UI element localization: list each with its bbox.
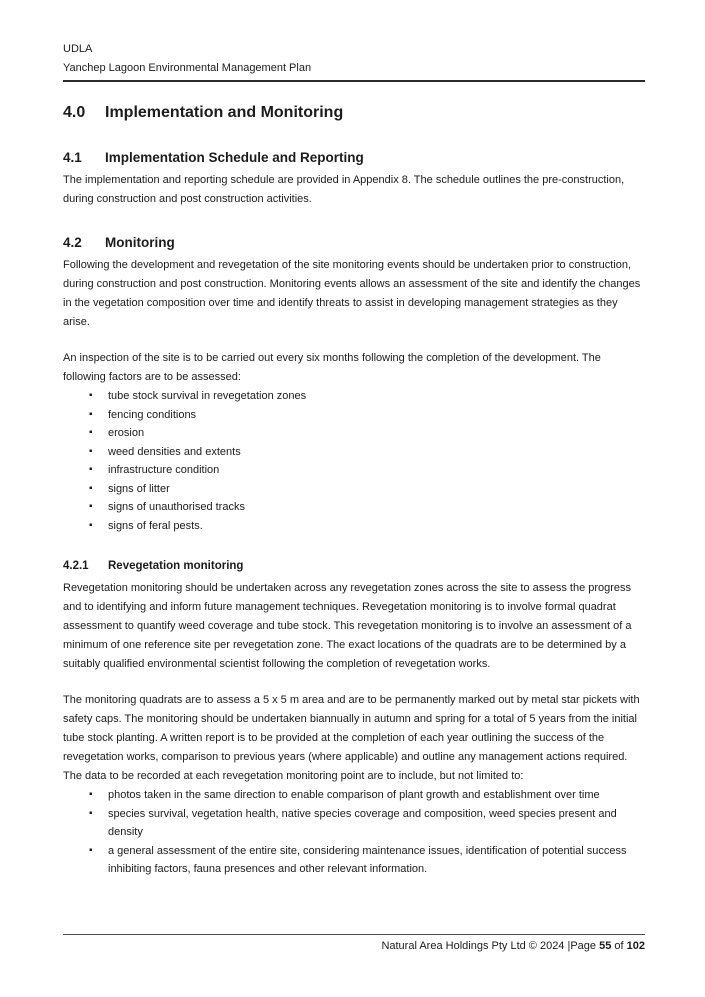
list-item: ▪ a general assessment of the entire site, considering maintenance issues, identification of potential success inhibiting factors, fauna presences and other relevant information. [63, 842, 645, 879]
paragraph-4-2-1-quadrats: The monitoring quadrats are to assess a 5 x 5 m area and are to be permanently marked out by metal star pickets with safety caps. The monitoring should be undertaken biannually in autumn and spring for a total of 5 years from the initial tube stock planting. A written report is to be provided at the completion of each year outlining the success of the revegetation works, comparison to previous years (where applicable) and outline any management actions required. The data to be recorded at each revegetation monitoring point are to include, but not limited to: [63, 694, 640, 782]
list-item: ▪ photos taken in the same direction to enable comparison of plant growth and establishment over time [63, 786, 645, 805]
header-company: UDLA [63, 43, 93, 55]
paragraph-4-2-intro: Following the development and revegetation of the site monitoring events should be undertaken prior to construction, during construction and post construction. Monitoring events allows an assessment of the site and identify the changes in the vegetation composition over time and identify threats to assist in developing management strategies as they arise. [63, 259, 641, 328]
footer-text: Natural Area Holdings Pty Ltd © 2024 |Page [381, 940, 600, 952]
list-item: ▪ weed densities and extents [63, 443, 645, 462]
page-header [63, 40, 645, 82]
page-footer [63, 934, 645, 954]
heading-4-1 [63, 148, 645, 167]
heading-4-2-1 [63, 557, 645, 575]
footer-separator: of [611, 940, 627, 952]
heading-4-2 [63, 233, 645, 252]
heading-number: 4.2.1 [63, 560, 89, 572]
heading-title: Implementation Schedule and Reporting [105, 150, 364, 165]
factors-list [63, 387, 645, 535]
paragraph-4-2-1-intro: Revegetation monitoring should be undertaken across any revegetation zones across the site to assess the progress and to identifying and inform future management techniques. Revegetation monitoring is to involve formal quadrat assessment to quantify weed coverage and tube stock. This revegetation monitoring is to involve an assessment of a minimum of one reference site per revegetation zone. The exact locations of the quadrats are to be determined by a suitably qualified environmental scientist following the completion of revegetation works. [63, 582, 632, 670]
list-item: ▪ tube stock survival in revegetation zones [63, 387, 645, 406]
heading-number: 4.0 [63, 104, 86, 121]
heading-title: Monitoring [105, 235, 175, 250]
data-points-list [63, 786, 645, 879]
list-item: ▪ erosion [63, 424, 645, 443]
list-item: ▪ infrastructure condition [63, 461, 645, 480]
paragraph-4-1: The implementation and reporting schedule are provided in Appendix 8. The schedule outlines the pre-construction, during construction and post construction activities. [63, 174, 625, 205]
heading-title: Implementation and Monitoring [105, 104, 344, 121]
list-item: ▪ fencing conditions [63, 406, 645, 425]
page-number-total: 102 [626, 940, 645, 952]
heading-number: 4.1 [63, 150, 82, 165]
page-number-current: 55 [599, 940, 612, 952]
heading-4-0 [63, 102, 645, 124]
header-doc-title: Yanchep Lagoon Environmental Management Plan [63, 62, 312, 74]
list-item: ▪ signs of unauthorised tracks [63, 498, 645, 517]
heading-title: Revegetation monitoring [108, 560, 244, 572]
heading-number: 4.2 [63, 235, 82, 250]
list-item: ▪ signs of feral pests. [63, 517, 645, 536]
paragraph-4-2-inspection: An inspection of the site is to be carried out every six months following the completion of the development. The following factors are to be assessed: [63, 352, 601, 383]
list-item: ▪ species survival, vegetation health, native species coverage and composition, weed species present and density [63, 805, 645, 842]
list-item: ▪ signs of litter [63, 480, 645, 499]
